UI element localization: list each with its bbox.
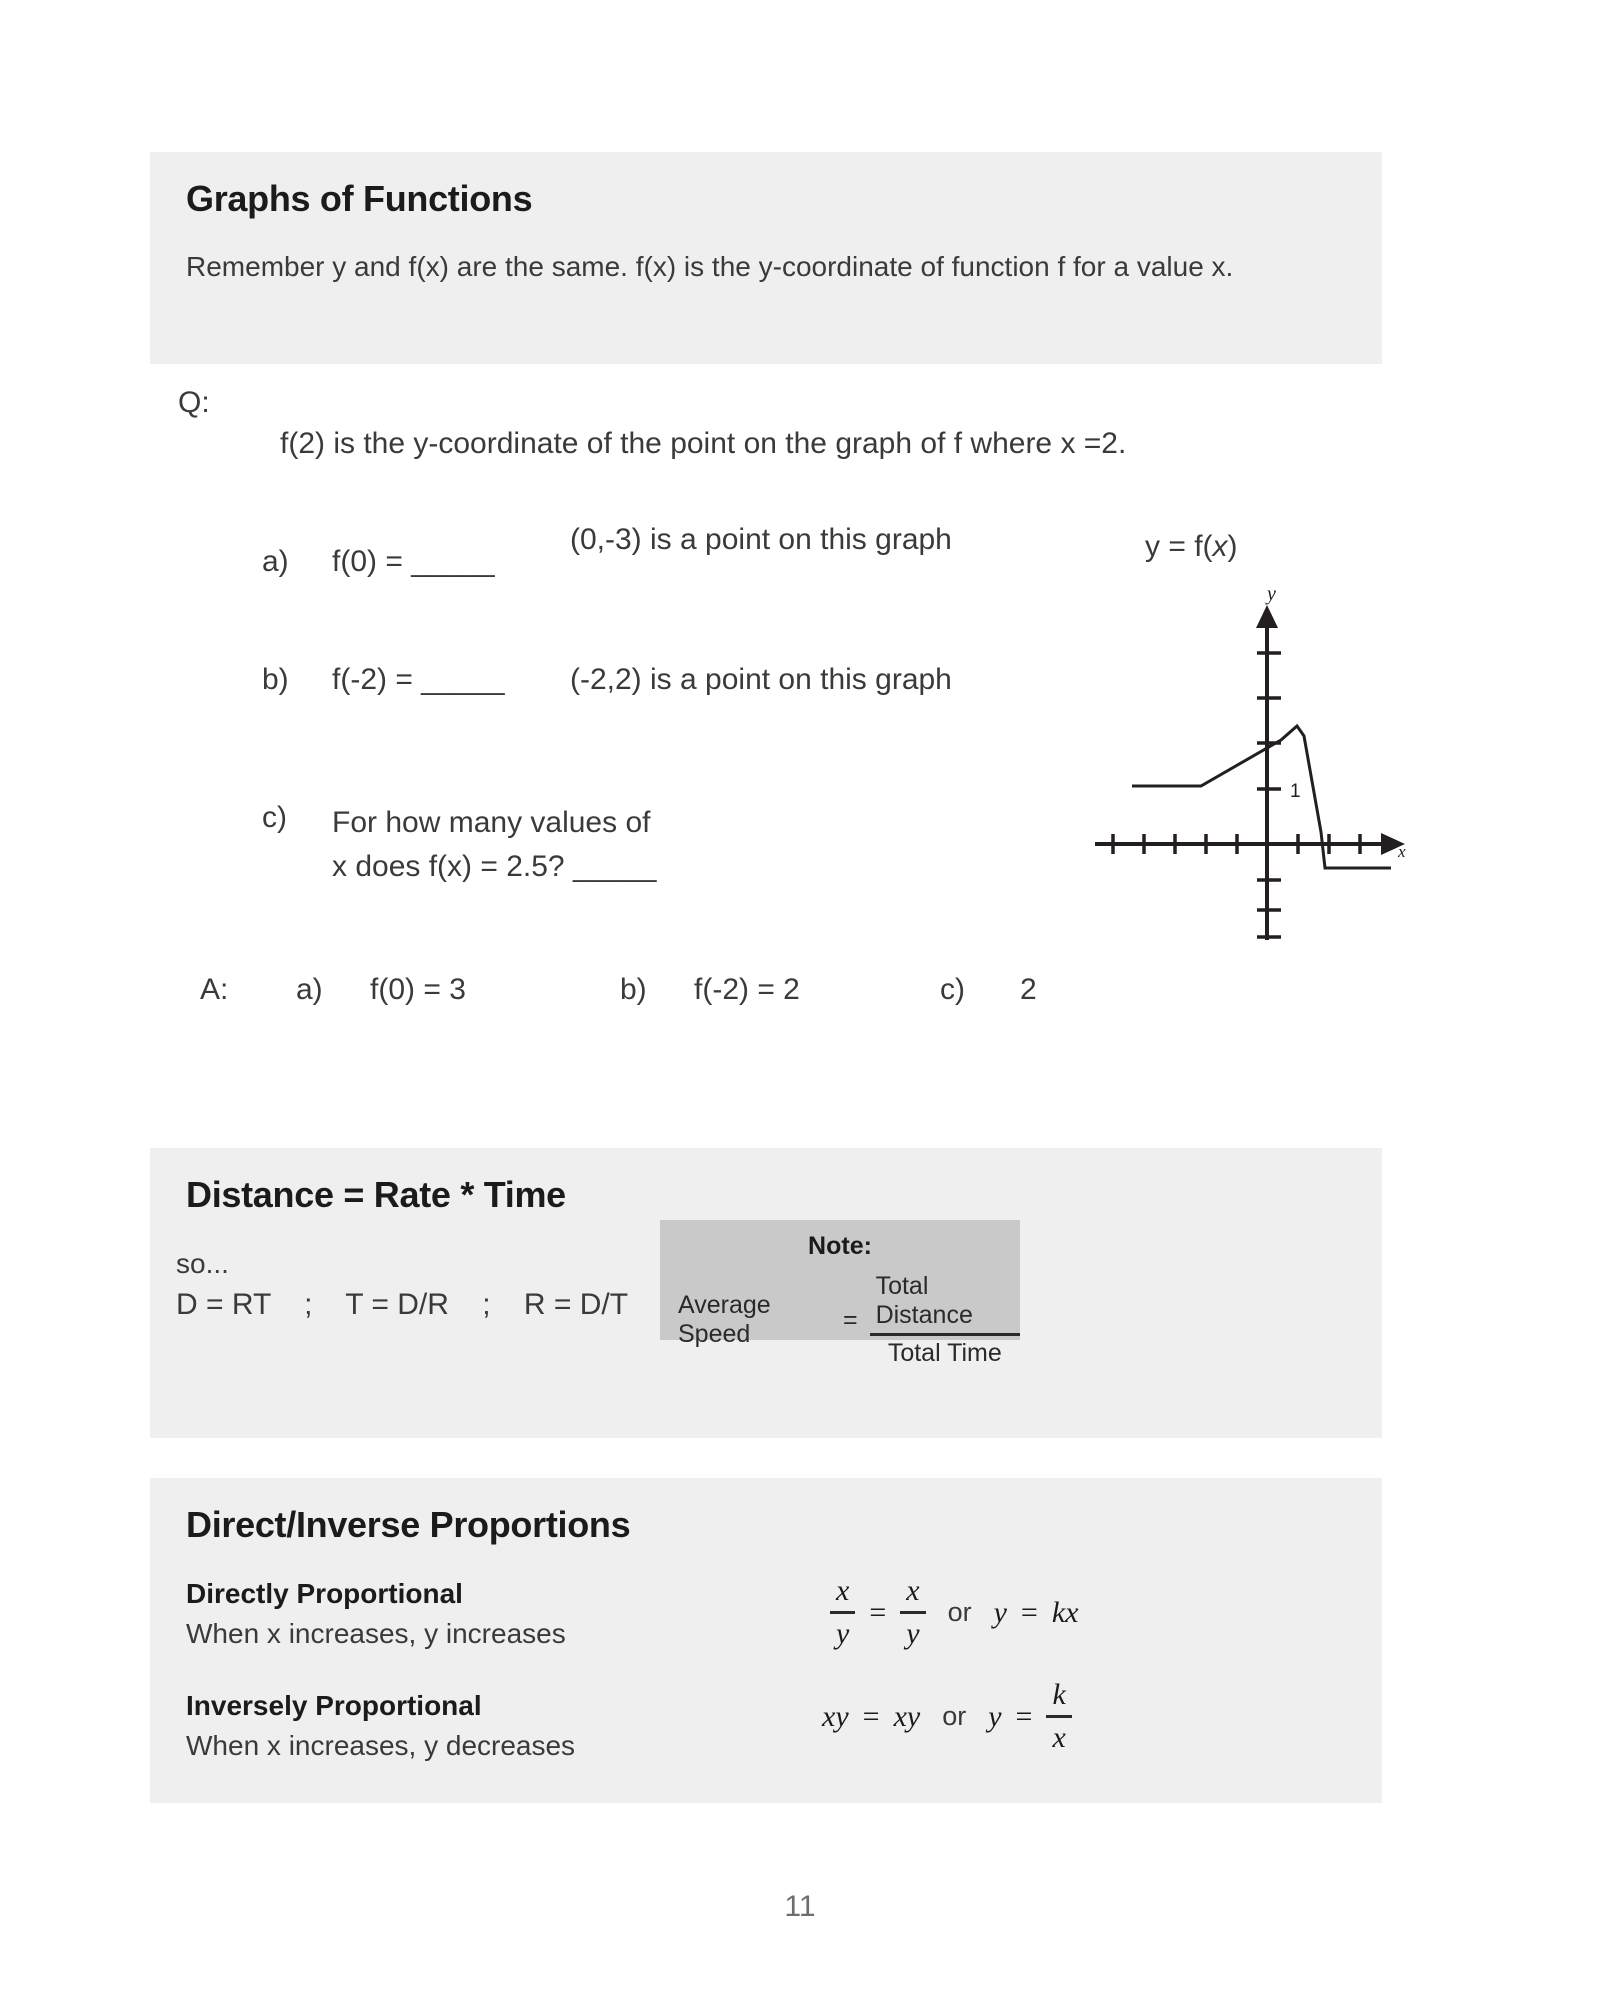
directly-proportional-subtext: When x increases, y increases — [186, 1618, 566, 1649]
distance-panel-title: Distance = Rate * Time — [186, 1174, 566, 1215]
direct-alt-left: y — [993, 1595, 1007, 1629]
caption-prefix: y = f( — [1145, 530, 1213, 563]
caption-suffix: ) — [1227, 530, 1238, 563]
y-axis-label: y — [1267, 583, 1276, 605]
question-item-c-line2: x does f(x) = 2.5? _____ — [332, 850, 657, 883]
direct-fraction-1 — [830, 1574, 855, 1651]
distance-so-label: so... — [176, 1248, 229, 1279]
average-speed-label: Average Speed — [678, 1291, 771, 1348]
direct-equals-sign: = — [869, 1595, 887, 1629]
directly-proportional-heading: Directly Proportional — [186, 1578, 463, 1609]
question-label: Q: — [178, 386, 210, 419]
unit-tick-label: 1 — [1290, 781, 1301, 802]
question-item-b-letter: b) — [262, 663, 289, 696]
average-speed-formula — [678, 1272, 1020, 1368]
answer-b-letter: b) — [620, 973, 647, 1006]
inverse-left: xy — [822, 1699, 849, 1733]
answer-label: A: — [200, 973, 229, 1006]
graphs-of-functions-panel — [150, 152, 1382, 364]
proportions-panel-title: Direct/Inverse Proportions — [186, 1504, 631, 1545]
direct-or-label: or — [947, 1597, 972, 1627]
direct-frac1-numerator: x — [836, 1574, 850, 1607]
direct-fraction-2 — [900, 1574, 925, 1651]
direct-frac2-numerator: x — [906, 1574, 920, 1607]
page-number: 11 — [784, 1890, 816, 1923]
direct-frac1-denominator: y — [836, 1617, 850, 1650]
question-item-b-prompt[interactable]: f(-2) = _____ — [332, 663, 505, 696]
question-item-c-letter: c) — [262, 801, 287, 834]
direct-frac1-bar — [830, 1611, 855, 1614]
inverse-fraction — [1046, 1678, 1071, 1755]
fraction-bar — [870, 1333, 1020, 1336]
answer-c-letter: c) — [940, 973, 965, 1006]
direct-alt-equals: = — [1020, 1595, 1038, 1629]
direct-frac2-bar — [900, 1611, 925, 1614]
function-graph-figure — [1085, 530, 1415, 950]
direct-frac2-denominator: y — [906, 1617, 920, 1650]
question-item-b-note: (-2,2) is a point on this graph — [570, 663, 952, 696]
inverse-alt-left: y — [988, 1699, 1002, 1733]
question-statement: f(2) is the y-coordinate of the point on the graph of f where x =2. — [280, 427, 1127, 460]
fraction-numerator: Total Distance — [875, 1272, 973, 1329]
note-box — [660, 1220, 1020, 1367]
inverse-frac-numerator: k — [1052, 1678, 1066, 1711]
x-axis-label: x — [1398, 842, 1406, 861]
inverse-equals: = — [862, 1699, 880, 1733]
caption-variable: x — [1212, 530, 1228, 563]
proportions-panel — [150, 1478, 1382, 1803]
inversely-proportional-heading: Inversely Proportional — [186, 1690, 482, 1721]
answer-c-value: 2 — [1020, 973, 1037, 1006]
question-item-a-prompt[interactable]: f(0) = _____ — [332, 545, 495, 578]
note-title: Note: — [808, 1232, 872, 1260]
total-distance-over-total-time-fraction — [870, 1272, 1020, 1368]
question-item-c-prompt[interactable] — [332, 801, 762, 889]
graphs-panel-title: Graphs of Functions — [186, 178, 533, 219]
inverse-or-label: or — [942, 1701, 967, 1731]
equals-sign: = — [842, 1305, 858, 1334]
inversely-proportional-formula — [822, 1678, 1072, 1755]
cartesian-plane-svg — [1085, 580, 1415, 950]
function-curve — [1132, 726, 1391, 868]
answer-a-letter: a) — [296, 973, 323, 1006]
direct-alt-right: kx — [1051, 1595, 1079, 1629]
inverse-alt-equals: = — [1015, 1699, 1033, 1733]
question-item-a-note: (0,-3) is a point on this graph — [570, 523, 952, 556]
directly-proportional-formula — [830, 1574, 1078, 1651]
distance-rate-time-panel — [150, 1148, 1382, 1438]
answer-a-value: f(0) = 3 — [370, 973, 466, 1006]
question-item-c-line1: For how many values of — [332, 806, 651, 839]
inverse-frac-denominator: x — [1052, 1721, 1066, 1754]
fraction-denominator: Total Time — [887, 1339, 1002, 1367]
inversely-proportional-subtext: When x increases, y decreases — [186, 1730, 576, 1761]
answer-b-value: f(-2) = 2 — [694, 973, 800, 1006]
y-axis — [1256, 605, 1278, 940]
inverse-right: xy — [893, 1699, 921, 1733]
question-item-a-letter: a) — [262, 545, 289, 578]
distance-formulas: D = RT ; T = D/R ; R = D/T — [176, 1288, 629, 1321]
inverse-frac-bar — [1046, 1715, 1071, 1718]
graphs-panel-intro: Remember y and f(x) are the same. f(x) is the y-coordinate of function f for a value x. — [186, 251, 1234, 282]
function-graph-caption — [1145, 530, 1238, 564]
